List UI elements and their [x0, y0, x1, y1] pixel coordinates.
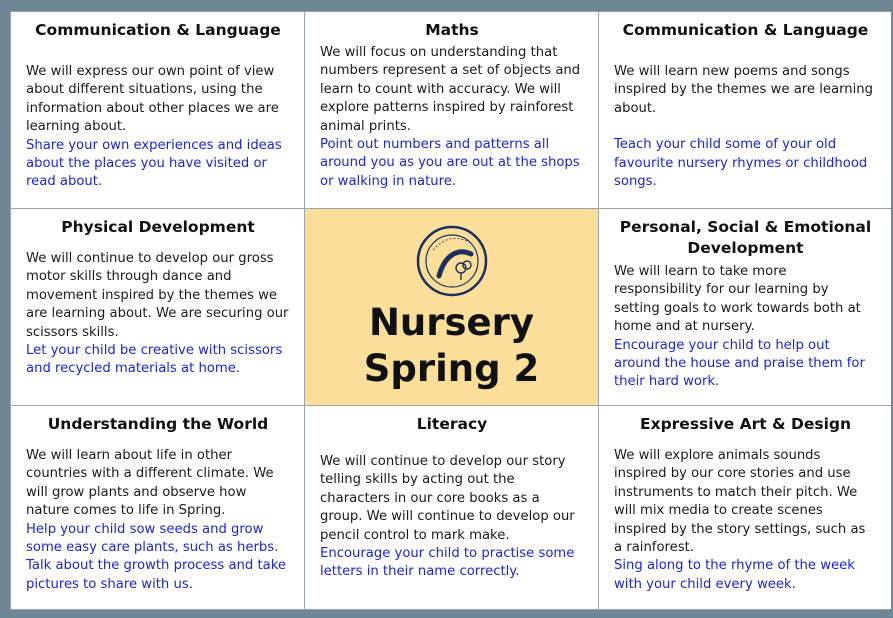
cell-communication-language-1 [11, 12, 304, 208]
cell-body: We will continue to develop our story telling skills by acting out the characters in our core books as a group. We will continue to develop our pencil control to mark make. [320, 454, 575, 543]
cell-literacy [305, 406, 598, 609]
cell-body: We will learn new poems and songs inspired by the themes we are learning about. [614, 64, 874, 116]
curriculum-grid [10, 11, 890, 610]
cell-title: Expressive Art & Design [639, 415, 852, 433]
parent-tip: Teach your child some of your old favourite nursery rhymes or childhood songs. [614, 137, 868, 190]
cell-body: We will focus on understanding that numbers represent a set of objects and learn to count with accuracy. We will explore patterns inspired by rainforest animal prints. [320, 45, 581, 134]
class-title: Nursery [368, 301, 535, 344]
parent-tip: Let your child be creative with scissors and recycled materials at home. [26, 343, 283, 377]
cell-title: Communication & Language [35, 21, 281, 39]
term-title: Spring 2 [363, 347, 540, 390]
parent-tip: Share your own experiences and ideas about the places you have visited or read about. [26, 137, 282, 190]
parent-tip: Encourage your child to practise some letters in their name correctly. [320, 546, 575, 580]
cell-title: Physical Development [61, 218, 255, 236]
parent-tip: Point out numbers and patterns all around you as you are out at the shops or walking in nature. [320, 137, 580, 189]
cell-title: Understanding the World [47, 415, 269, 433]
parent-tip: Sing along to the rhyme of the week with your child every week. [614, 558, 855, 592]
parent-tip: Help your child sow seeds and grow some easy care plants, such as herbs. Talk about the growth process and take pictures to share with us. [26, 521, 286, 592]
cell-expressive-art-design [599, 406, 891, 609]
cell-maths [305, 12, 598, 208]
cell-body: We will express our own point of view about different situations, using the information about other places we are learning about. [26, 64, 279, 135]
cell-understanding-world [11, 406, 304, 609]
cell-body: We will explore animals sounds inspired by our core stories and use instruments to match their pitch. We will mix media to create scenes inspired by the story settings, such as a rainforest. [614, 448, 866, 556]
cell-physical-development [11, 209, 304, 405]
cell-title: Communication & Language [622, 21, 869, 39]
center-panel [305, 209, 598, 405]
cell-body: We will learn to take more responsibility for our learning by setting goals to work towards both at home and at nursery. [614, 264, 861, 335]
cell-body: We will learn about life in other countries with a different climate. We will grow plants and observe how nature comes to life in Spring. [26, 448, 274, 519]
cell-title: Maths [425, 21, 479, 39]
school-logo-icon [415, 224, 489, 298]
cell-title: Personal, Social & Emotional Development [619, 218, 872, 257]
cell-personal-social-emotional [599, 209, 891, 405]
parent-tip: Encourage your child to help out around the house and praise them for their hard work. [614, 337, 865, 390]
cell-communication-language-2 [599, 12, 891, 208]
cell-body: We will continue to develop our gross motor skills through dance and movement inspired by the themes we are learning about. We are securing our scissors skills. [26, 251, 289, 340]
cell-title: Literacy [416, 415, 488, 433]
